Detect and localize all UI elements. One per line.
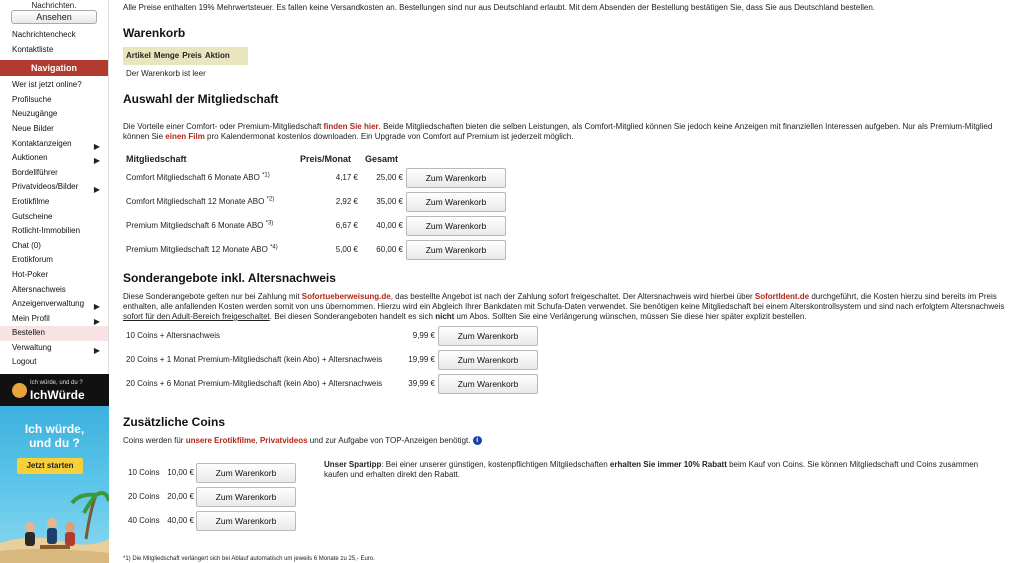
special-offer-price: 9,99 € xyxy=(412,331,435,340)
sidebar-item-erotikfilme[interactable] xyxy=(0,195,108,210)
sidebar-item-profilsuche[interactable] xyxy=(0,93,108,108)
table-row xyxy=(123,510,623,532)
notifications-text: Nachrichten. xyxy=(31,1,77,10)
add-to-cart-button[interactable]: Zum Warenkorb xyxy=(406,240,506,260)
sidebar-item-bordellführer[interactable] xyxy=(0,166,108,181)
table-row xyxy=(123,167,623,189)
sidebar-item-erotikforum[interactable] xyxy=(0,253,108,268)
special-desc-text: , das bestellte Angebot ist nach der Zahlung sofort freigeschaltet. Der Altersnachweis wird hierbei über xyxy=(390,292,755,301)
sidebar-item-kontaktanzeigen[interactable] xyxy=(0,137,108,152)
add-to-cart-button[interactable]: Zum Warenkorb xyxy=(196,463,296,483)
table-row xyxy=(123,239,623,261)
vat-notice: Alle Preise enthalten 19% Mehrwertsteuer. Es fallen keine Versandkosten an. Bestellungen sind nur aus Deutschland erlaubt. Mit dem Absenden der Bestellung bestätigen Sie, dass Sie aus Deutschland bestellen. xyxy=(123,3,876,12)
membership-name xyxy=(126,215,273,237)
cart-col-aktion: Aktion xyxy=(204,51,230,60)
add-to-cart-button[interactable]: Zum Warenkorb xyxy=(438,326,538,346)
cart-table xyxy=(123,47,248,83)
membership-monthly-price: 2,92 € xyxy=(335,197,358,206)
coin-package-price: 40,00 € xyxy=(167,516,194,525)
sidebar-item-label: Altersnachweis xyxy=(12,284,66,294)
info-icon[interactable]: i xyxy=(473,436,482,445)
sidebar-item-label: Mein Profil xyxy=(12,313,50,323)
sidebar-item-label: Erotikfilme xyxy=(12,196,50,206)
add-to-cart-button[interactable]: Zum Warenkorb xyxy=(196,511,296,531)
membership-desc-text: . Beide Mitgliedschaften bieten die selben Leistungen, als Comfort-Mitglied können Sie jedoch keine Anzeigen mit finanziellen Interessen aufgeben. Nur als Premium-Mitglied können Sie xyxy=(123,122,993,141)
add-to-cart-button[interactable]: Zum Warenkorb xyxy=(406,168,506,188)
sidebar-link-nachrichtencheck[interactable]: Nachrichtencheck xyxy=(12,30,76,39)
sidebar-item-chat-0[interactable] xyxy=(0,239,108,254)
special-offers-description xyxy=(123,292,1011,322)
membership-monthly-price: 4,17 € xyxy=(335,173,358,182)
cart-col-preis: Preis xyxy=(182,51,202,60)
row-label-text: Premium Mitgliedschaft 12 Monate ABO xyxy=(126,245,268,254)
chevron-right-icon: ▶ xyxy=(93,156,100,166)
ad-headline-1: Ich würde, xyxy=(24,422,85,436)
adult-area-link[interactable]: sofort für den Adult-Bereich freigeschaltet xyxy=(123,312,270,321)
sidebar-item-mein-profil[interactable] xyxy=(0,312,108,327)
coin-package-price: 10,00 € xyxy=(167,468,194,477)
savings-tip xyxy=(324,460,1004,480)
table-row xyxy=(123,215,623,237)
cart-table-header xyxy=(123,47,248,65)
membership-total-price: 25,00 € xyxy=(376,173,403,182)
table-row xyxy=(123,373,623,395)
sidebar-item-label: Hot-Poker xyxy=(12,269,49,279)
row-label-text: Comfort Mitgliedschaft 6 Monate ABO xyxy=(126,173,260,182)
coin-package-price: 20,00 € xyxy=(167,492,194,501)
sofortueberweisung-link[interactable]: Sofortueberweisung.de xyxy=(301,292,391,301)
sidebar-item-label: Verwaltung xyxy=(12,342,52,352)
membership-name xyxy=(126,191,274,213)
chevron-right-icon: ▶ xyxy=(93,141,100,151)
coin-package-name: 20 Coins xyxy=(128,492,160,501)
sidebar-item-label: Bestellen xyxy=(12,328,45,338)
savings-tip-text: : Bei einer unserer günstigen, kostenpflichtigen Mitgliedschaften xyxy=(381,460,610,469)
sidebar-item-label: Gutscheine xyxy=(12,211,53,221)
membership-total-price: 60,00 € xyxy=(376,245,403,254)
savings-tip-bold: erhalten Sie immer 10% Rabatt xyxy=(609,460,727,469)
privatvideos-link[interactable]: Privatvideos xyxy=(259,436,308,445)
sidebar-item-label: Erotikforum xyxy=(12,255,53,265)
membership-title: Auswahl der Mitgliedschaft xyxy=(123,92,279,106)
coin-package-name: 10 Coins xyxy=(128,468,160,477)
membership-total-price: 40,00 € xyxy=(376,221,403,230)
membership-col-name: Mitgliedschaft xyxy=(126,154,187,164)
sidebar-item-label: Anzeigenverwaltung xyxy=(12,299,85,309)
coins-description xyxy=(123,436,482,446)
coins-title: Zusätzliche Coins xyxy=(123,415,226,429)
sofortident-link[interactable]: SofortIdent.de xyxy=(754,292,810,301)
special-offer-name: 10 Coins + Altersnachweis xyxy=(126,331,221,340)
cart-col-artikel: Artikel xyxy=(126,51,151,60)
cart-empty-message: Der Warenkorb ist leer xyxy=(123,65,248,83)
membership-name xyxy=(126,167,270,189)
ad-cta-button[interactable]: Jetzt starten xyxy=(17,458,83,474)
membership-desc-text: pro Kalendermonat kostenlos downloaden. Ein Upgrade von Comfort auf Premium ist jederzeit möglich. xyxy=(204,132,574,141)
coins-desc-text: , xyxy=(255,436,260,445)
special-desc-text: durchgeführt, die Kosten hierzu sind bereits im Preis enthalten, alle anfallenden Kosten werden somit von uns übernommen. Hierzu wird ein Abgleich Ihrer Bankdaten mit Schufa-Daten verwendet. Sie benötigen keine Mitgliedschaft bei einem Alterskontrollsystem und sind nach erfolgtem Altersnachweis xyxy=(123,292,1005,311)
sidebar-item-hot-poker[interactable] xyxy=(0,268,108,283)
special-desc-bold: nicht xyxy=(435,312,455,321)
membership-name xyxy=(126,239,278,261)
cart-col-menge: Menge xyxy=(153,51,180,60)
membership-col-monthly: Preis/Monat xyxy=(300,154,352,164)
sidebar-item-verwaltung[interactable] xyxy=(0,341,108,356)
row-label-text: Premium Mitgliedschaft 6 Monate ABO xyxy=(126,221,264,230)
special-desc-text: . Bei diesen Sonderangeboten handelt es sich xyxy=(269,312,436,321)
table-row xyxy=(123,486,623,508)
table-row xyxy=(123,325,623,347)
ad-small-text: Ich würde, und du ? xyxy=(30,380,83,386)
sidebar-item-label: Wer ist jetzt online? xyxy=(12,80,82,90)
sidebar-item-label: Auktionen xyxy=(12,153,48,163)
add-to-cart-button[interactable]: Zum Warenkorb xyxy=(196,487,296,507)
chevron-right-icon: ▶ xyxy=(93,316,100,326)
footnote-marker: *4) xyxy=(270,244,278,251)
chevron-right-icon: ▶ xyxy=(93,302,100,312)
membership-benefits-link[interactable]: finden Sie hier xyxy=(323,122,379,131)
sidebar-item-neue-bilder[interactable] xyxy=(0,122,108,137)
sidebar-item-label: Privatvideos/Bilder xyxy=(12,182,79,192)
sidebar-item-gutscheine[interactable] xyxy=(0,210,108,225)
nav-list xyxy=(0,78,108,370)
membership-total-price: 35,00 € xyxy=(376,197,403,206)
table-row xyxy=(123,349,623,371)
sidebar-item-label: Neue Bilder xyxy=(12,123,54,133)
erotikfilme-link[interactable]: unsere Erotikfilme xyxy=(185,436,256,445)
special-desc-text: Diese Sonderangebote gelten nur bei Zahlung mit xyxy=(123,292,302,301)
chevron-right-icon: ▶ xyxy=(93,345,100,355)
sidebar-item-rotlicht-immobilien[interactable] xyxy=(0,224,108,239)
ad-logo-icon xyxy=(12,383,27,398)
sidebar-item-label: Kontaktanzeigen xyxy=(12,138,72,148)
sidebar-item-privatvideos-bilder[interactable] xyxy=(0,180,108,195)
special-offers-title: Sonderangebote inkl. Altersnachweis xyxy=(123,271,336,285)
free-film-link[interactable]: einen Film xyxy=(165,132,205,141)
ad-headline xyxy=(0,422,109,450)
membership-monthly-price: 5,00 € xyxy=(335,245,358,254)
view-messages-button[interactable]: Ansehen xyxy=(11,10,97,24)
ad-logo: IchWürde xyxy=(30,388,85,402)
ichwuerde-ad-banner[interactable] xyxy=(0,374,109,563)
add-to-cart-button[interactable]: Zum Warenkorb xyxy=(438,350,538,370)
ad-headline-2: und du ? xyxy=(29,436,80,450)
sidebar-item-auktionen[interactable] xyxy=(0,151,108,166)
membership-col-total: Gesamt xyxy=(365,154,399,164)
savings-tip-text: beim Kauf von Coins. Sie können Mitgliedschaft und Coins zusammen kaufen und erhalten direkt den Rabatt. xyxy=(324,460,979,479)
footnote: *1) Die Mitgliedschaft verlängert sich bei Ablauf automatisch um jeweils 6 Monate zu 25,- Euro. xyxy=(123,556,375,562)
membership-desc-text: Die Vorteile einer Comfort- oder Premium-Mitgliedschaft xyxy=(123,122,324,131)
savings-tip-label: Unser Spartipp xyxy=(324,460,382,469)
coins-desc-text: Coins werden für xyxy=(123,436,186,445)
add-to-cart-button[interactable]: Zum Warenkorb xyxy=(406,216,506,236)
coin-package-name: 40 Coins xyxy=(128,516,160,525)
cart-title: Warenkorb xyxy=(123,26,186,40)
footnote-marker: *3) xyxy=(265,220,274,227)
ad-beach-illustration xyxy=(0,491,109,563)
coins-desc-text: und zur Aufgabe von TOP-Anzeigen benötigt. xyxy=(307,436,471,445)
sidebar-item-label: Bordellführer xyxy=(12,167,58,177)
sidebar-item-wer-ist-jetzt-online[interactable] xyxy=(0,78,108,93)
sidebar-item-anzeigenverwaltung[interactable] xyxy=(0,297,108,312)
sidebar-item-neuzugänge[interactable] xyxy=(0,107,108,122)
footnote-marker: *2) xyxy=(266,196,275,203)
chevron-right-icon: ▶ xyxy=(93,185,100,195)
row-label-text: Comfort Mitgliedschaft 12 Monate ABO xyxy=(126,197,265,206)
special-offer-name: 20 Coins + 1 Monat Premium-Mitgliedschaft (kein Abo) + Altersnachweis xyxy=(126,355,383,364)
footnote-marker: *1) xyxy=(262,172,270,179)
special-offer-price: 19,99 € xyxy=(408,355,435,364)
nav-header: Navigation xyxy=(0,60,108,76)
sidebar-item-label: Chat (0) xyxy=(12,240,41,250)
sidebar-item-altersnachweis[interactable] xyxy=(0,283,108,298)
sidebar-item-label: Logout xyxy=(12,357,37,367)
sidebar-item-logout[interactable] xyxy=(0,355,108,370)
sidebar-link-kontaktliste[interactable]: Kontaktliste xyxy=(12,44,54,54)
sidebar-item-bestellen[interactable] xyxy=(0,326,108,341)
special-desc-text: um Abos. Sollten Sie eine Verlängerung wünschen, müssen Sie diese hier später explizit bestellen. xyxy=(454,312,807,321)
table-row xyxy=(123,191,623,213)
sidebar-item-label: Profilsuche xyxy=(12,94,52,104)
sidebar-item-label: Neuzugänge xyxy=(12,109,58,119)
sidebar-item-label: Rotlicht-Immobilien xyxy=(12,226,81,236)
add-to-cart-button[interactable]: Zum Warenkorb xyxy=(438,374,538,394)
add-to-cart-button[interactable]: Zum Warenkorb xyxy=(406,192,506,212)
ad-header xyxy=(0,374,109,406)
membership-description xyxy=(123,122,1003,142)
sidebar xyxy=(0,0,109,563)
special-offer-name: 20 Coins + 6 Monat Premium-Mitgliedschaft (kein Abo) + Altersnachweis xyxy=(126,379,383,388)
membership-monthly-price: 6,67 € xyxy=(335,221,358,230)
special-offer-price: 39,99 € xyxy=(408,379,435,388)
